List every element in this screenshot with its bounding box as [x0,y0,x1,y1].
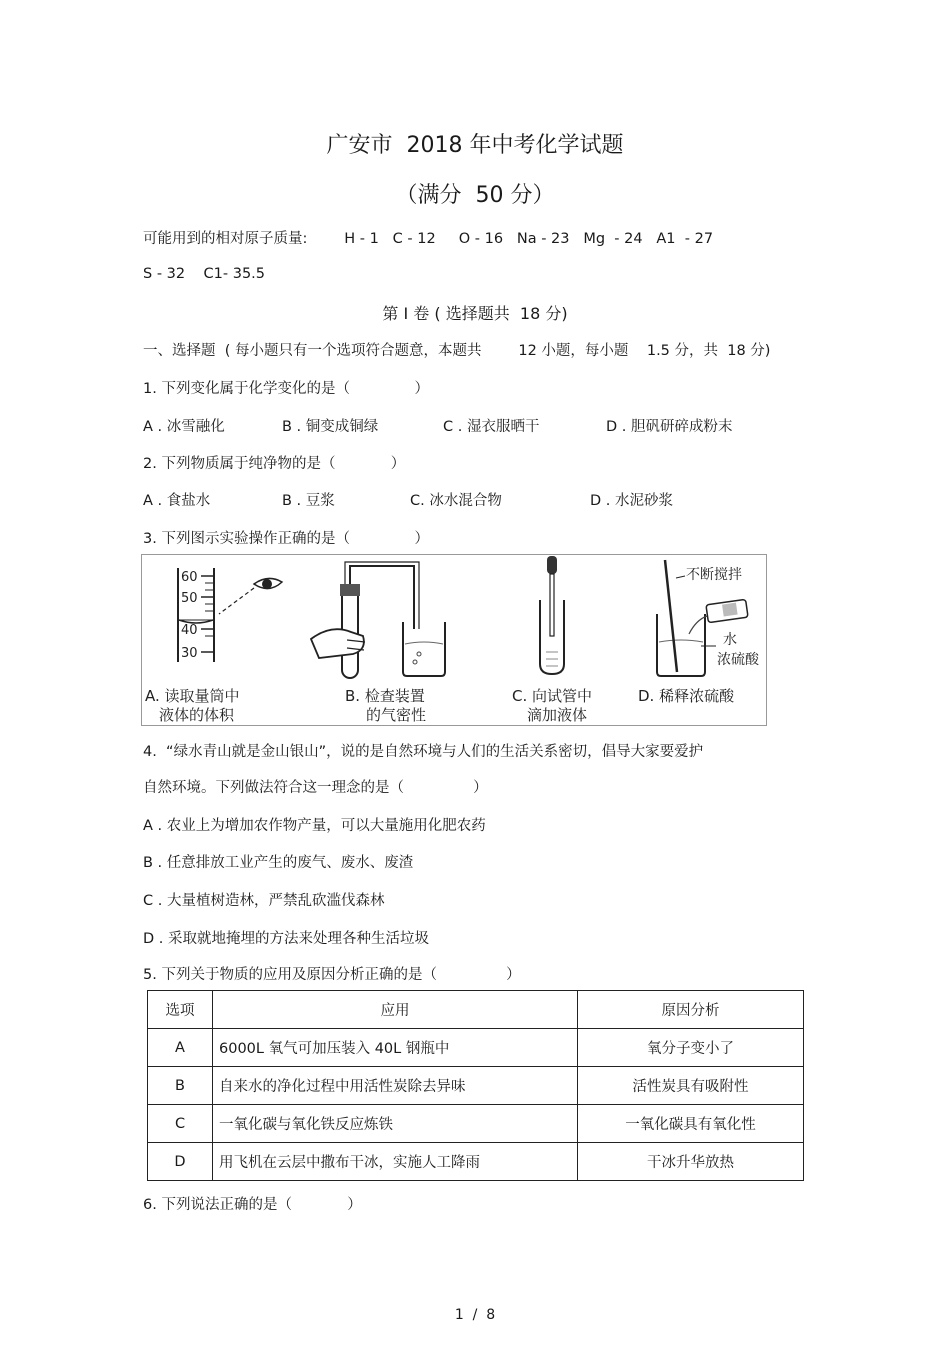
figure-a-caption-1: A. 读取量筒中 [145,687,240,705]
q4-option-d: D . 采取就地掩埋的方法来处理各种生活垃圾 [143,931,429,947]
q6-stem: 6. 下列说法正确的是（ ） [143,1197,362,1213]
q4-option-c: C . 大量植树造林，严禁乱砍滥伐森林 [143,893,385,909]
q4-option-b: B . 任意排放工业产生的废气、废水、废渣 [143,855,414,871]
figure-b-caption-1: B. 检查装置 [345,687,425,705]
table-cell: D [148,1143,213,1181]
table-cell: 6000L 氧气可加压装入 40L 钢瓶中 [213,1029,578,1067]
q2-stem: 2. 下列物质属于纯净物的是（ ） [143,456,406,472]
table-row [148,1029,804,1067]
tick-label: 40 [181,623,198,638]
tick-label: 30 [181,646,198,661]
table-row [148,1143,804,1181]
table-cell: A [148,1029,213,1067]
table-cell: 氧分子变小了 [578,1029,804,1067]
q2-option-d: D . 水泥砂浆 [590,493,673,509]
table-row [148,1067,804,1105]
q1-option-d: D . 胆矾研碎成粉末 [606,419,733,435]
experiment-operations-figure [141,554,767,726]
page-title: 广安市 2018 年中考化学试题 [326,133,624,158]
figure-d-stir-label: 不断搅拌 [686,567,742,583]
table-row [148,1105,804,1143]
table-cell: 一氧化碳具有氧化性 [578,1105,804,1143]
q1-option-c: C . 湿衣服晒干 [443,419,540,435]
tick-label: 60 [181,570,198,585]
q5-stem: 5. 下列关于物质的应用及原因分析正确的是（ ） [143,967,521,983]
tick-label: 50 [181,591,198,606]
page-number: 1 / 8 [454,1307,496,1323]
figure-c-caption-2: 滴加液体 [527,706,588,724]
q1-option-a: A . 冰雪融化 [143,419,225,435]
q3-stem: 3. 下列图示实验操作正确的是（ ） [143,531,429,547]
figure-a-caption-2: 液体的体积 [159,706,235,724]
table-cell: 一氧化碳与氧化铁反应炼铁 [213,1105,578,1143]
q4-stem-line-2: 自然环境。下列做法符合这一理念的是（ ） [143,780,488,796]
header-cell: 原因分析 [578,991,804,1029]
page-subtitle: （满分 50 分） [395,183,555,208]
q5-table [147,990,804,1181]
table-cell: 干冰升华放热 [578,1143,804,1181]
table-cell: B [148,1067,213,1105]
figure-b-caption-2: 的气密性 [366,706,427,724]
header-cell: 应用 [213,991,578,1029]
section-intro: 一、选择题 ( 每小题只有一个选项符合题意，本题共 12 小题，每小题 1.5 分，共 18 分) [143,343,771,359]
figure-d-caption: D. 稀释浓硫酸 [638,687,735,705]
q2-option-c: C. 冰水混合物 [410,493,502,509]
table-cell: 自来水的净化过程中用活性炭除去异味 [213,1067,578,1105]
table-cell: 活性炭具有吸附性 [578,1067,804,1105]
q2-option-a: A . 食盐水 [143,493,211,509]
figure-d-water-label: 水 [723,632,737,648]
section-title: 第 I 卷 ( 选择题共 18 分) [382,304,568,323]
figure-d-acid-label: 浓硫酸 [717,652,759,668]
q1-option-b: B . 铜变成铜绿 [282,419,379,435]
table-cell: C [148,1105,213,1143]
table-cell: 用飞机在云层中撒布干冰，实施人工降雨 [213,1143,578,1181]
q1-stem: 1. 下列变化属于化学变化的是（ ） [143,381,429,397]
table-header-row [148,991,804,1029]
q2-option-b: B . 豆浆 [282,493,335,509]
q4-stem-line-1: 4. “绿水青山就是金山银山”，说的是自然环境与人们的生活关系密切，倡导大家要爱护 [143,744,704,760]
atomic-masses-line-1: 可能用到的相对原子质量: H - 1 C - 12 O - 16 Na - 23 Mg - 24 A1 - 27 [143,231,714,247]
q4-option-a: A . 农业上为增加农作物产量，可以大量施用化肥农药 [143,818,486,834]
figure-c-caption-1: C. 向试管中 [512,687,593,705]
header-cell: 选项 [148,991,213,1029]
atomic-masses-line-2: S - 32 C1- 35.5 [143,266,266,282]
